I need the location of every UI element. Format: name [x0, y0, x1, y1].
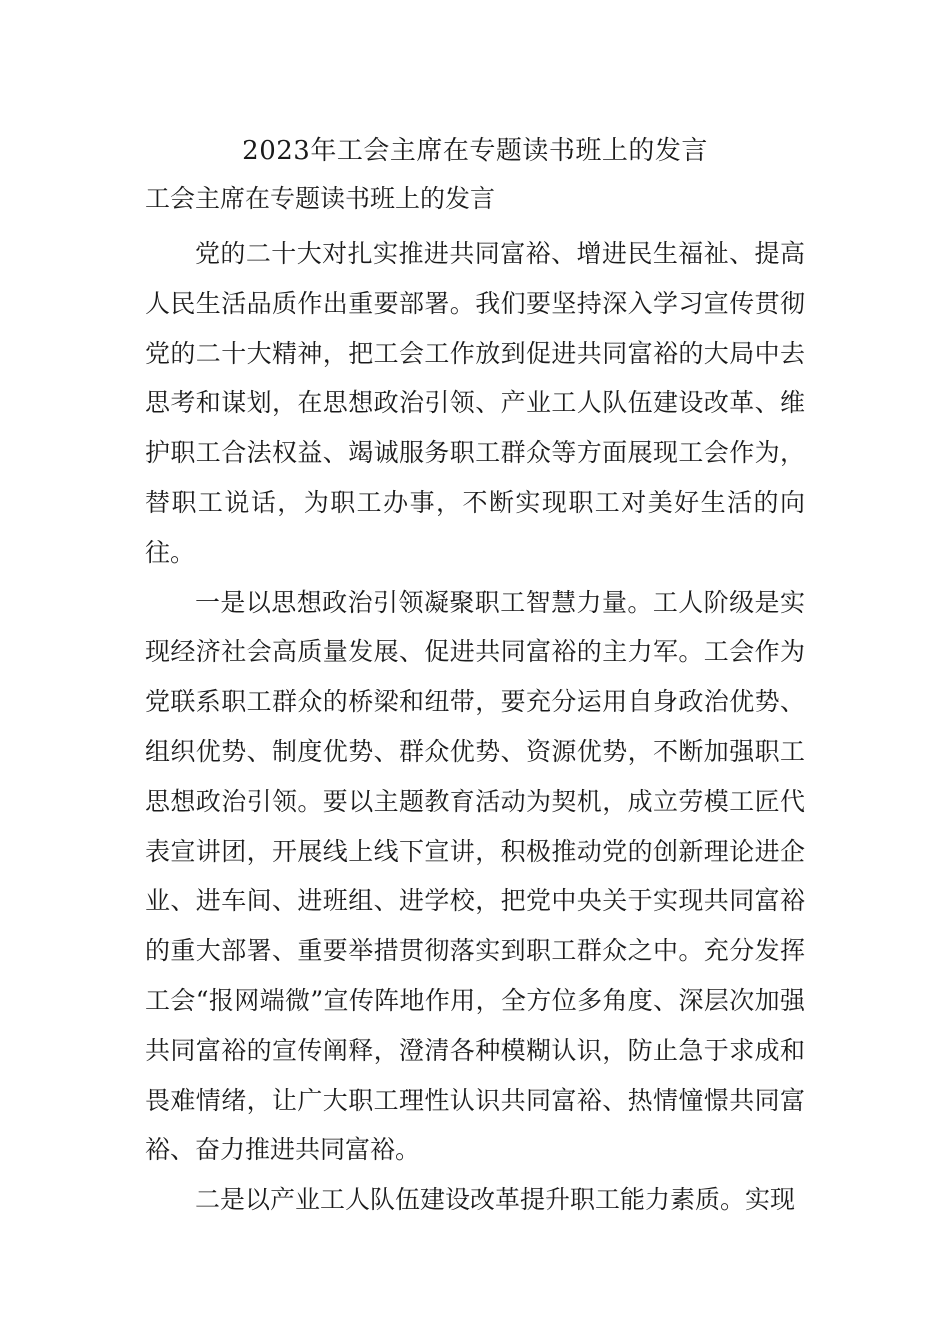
document-body — [145, 229, 805, 1225]
paragraph-intro: 党的二十大对扎实推进共同富裕、增进民生福祉、提高人民生活品质作出重要部署。我们要坚持深入学习宣传贯彻党的二十大精神，把工会工作放到促进共同富裕的大局中去思考和谋划，在思想政治引领、产业工人队伍建设改革、维护职工合法权益、竭诚服务职工群众等方面展现工会作为，替职工说话，为职工办事，不断实现职工对美好生活的向往。 — [145, 239, 805, 567]
paragraph-point-two: 二是以产业工人队伍建设改革提升职工能力素质。实现 — [195, 1185, 796, 1215]
paragraph-point-one: 一是以思想政治引领凝聚职工智慧力量。工人阶级是实现经济社会高质量发展、促进共同富裕的主力军。工会作为党联系职工群众的桥梁和纽带，要充分运用自身政治优势、组织优势、制度优势、群众优势、资源优势，不断加强职工思想政治引领。要以主题教育活动为契机，成立劳模工匠代表宣讲团，开展线上线下宣讲，积极推动党的创新理论进企业、进车间、进班组、进学校，把党中央关于实现共同富裕的重大部署、重要举措贯彻落实到职工群众之中。充分发挥工会“报网端微”宣传阵地作用，全方位多角度、深层次加强共同富裕的宣传阐释，澄清各种模糊认识，防止急于求成和畏难情绪，让广大职工理性认识共同富裕、热情憧憬共同富裕、奋力推进共同富裕。 — [145, 587, 805, 1165]
document-subtitle: 工会主席在专题读书班上的发言 — [145, 184, 496, 213]
document-title: 2023年工会主席在专题读书班上的发言 — [242, 136, 708, 166]
